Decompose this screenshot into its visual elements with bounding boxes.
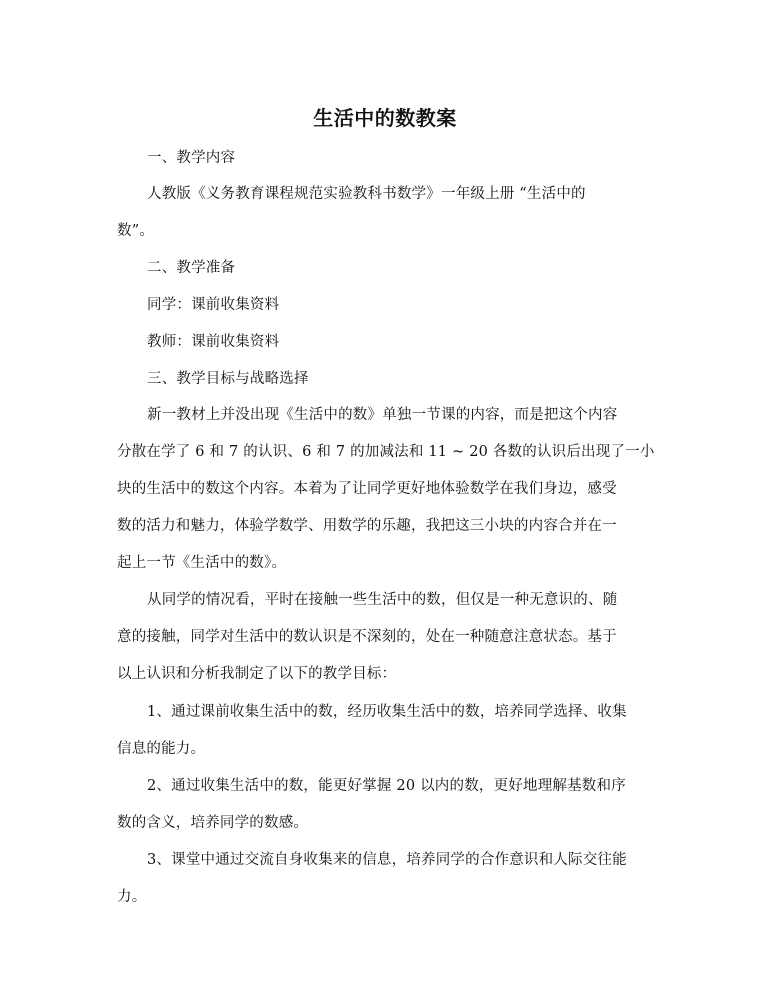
paragraph-line: 块的生活中的数这个内容。本着为了让同学更好地体验数学在我们身边，感受 (117, 481, 617, 497)
paragraph-line: 信息的能力。 (117, 741, 206, 757)
paragraph-line: 数”。 (117, 223, 155, 239)
paragraph-line: 起上一节《生活中的数》。 (117, 555, 287, 571)
paragraph-line: 教师：课前收集资料 (147, 334, 280, 350)
section-heading-goals-strategy: 三、教学目标与战略选择 (147, 371, 309, 387)
paragraph-line: 同学：课前收集资料 (147, 297, 280, 313)
paragraph-line: 意的接触，同学对生活中的数认识是不深刻的，处在一种随意注意状态。基于 (117, 629, 617, 645)
document-title: 生活中的数教案 (313, 106, 457, 130)
paragraph-line: 分散在学了 6 和 7 的认识、6 和 7 的加减法和 11 ~ 20 各数的认识后出现了一小 (117, 444, 655, 460)
paragraph-line: 力。 (117, 889, 147, 905)
section-heading-teaching-content: 一、教学内容 (147, 150, 236, 166)
goal-item-2: 2、通过收集生活中的数，能更好掌握 20 以内的数，更好地理解基数和序 (147, 778, 626, 794)
paragraph-line: 数的活力和魅力，体验学数学、用数学的乐趣，我把这三小块的内容合并在一 (117, 518, 617, 534)
paragraph-line: 新一教材上并没出现《生活中的数》单独一节课的内容，而是把这个内容 (147, 407, 618, 423)
paragraph-line: 从同学的情况看，平时在接触一些生活中的数，但仅是一种无意识的、随 (147, 592, 618, 608)
paragraph-line: 以上认识和分析我制定了以下的教学目标： (117, 666, 397, 682)
goal-item-3: 3、课堂中通过交流自身收集来的信息，培养同学的合作意识和人际交往能 (147, 852, 627, 868)
section-heading-teaching-preparation: 二、教学准备 (147, 260, 236, 276)
paragraph-line: 人教版《义务教育课程规范实验教科书数学》一年级上册 “生活中的 (147, 186, 586, 202)
paragraph-line: 数的含义，培养同学的数感。 (117, 815, 309, 831)
goal-item-1: 1、通过课前收集生活中的数，经历收集生活中的数，培养同学选择、收集 (147, 704, 627, 720)
